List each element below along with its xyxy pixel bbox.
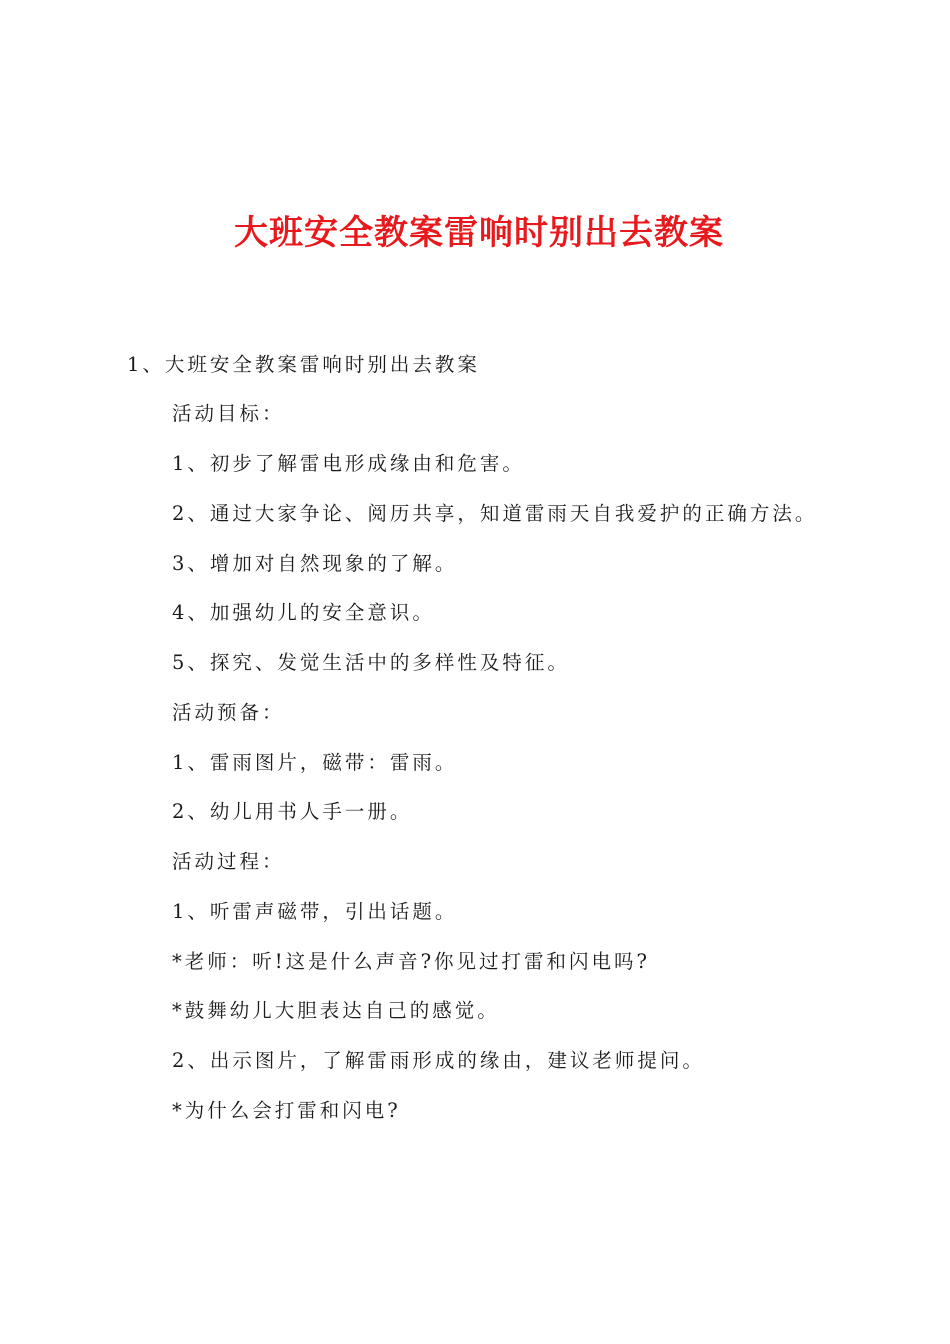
paragraph: 1、雷雨图片，磁带：雷雨。 <box>172 751 458 774</box>
paragraph: 5、探究、发觉生活中的多样性及特征。 <box>172 651 570 674</box>
section-heading: 1、大班安全教案雷响时别出去教案 <box>127 353 480 376</box>
paragraph: *鼓舞幼儿大胆表达自己的感觉。 <box>172 999 500 1022</box>
paragraph: 活动预备： <box>172 701 285 724</box>
paragraph: 1、初步了解雷电形成缘由和危害。 <box>172 452 525 475</box>
paragraph: 活动过程： <box>172 850 285 873</box>
paragraph: 3、增加对自然现象的了解。 <box>172 552 458 575</box>
paragraph: 2、通过大家争论、阅历共享，知道雷雨天自我爱护的正确方法。 <box>172 502 818 525</box>
paragraph: 4、加强幼儿的安全意识。 <box>172 601 435 624</box>
paragraph: 2、幼儿用书人手一册。 <box>172 800 413 823</box>
paragraph: *老师：听!这是什么声音?你见过打雷和闪电吗? <box>172 950 650 973</box>
paragraph: 1、听雷声磁带，引出话题。 <box>172 900 458 923</box>
paragraph: 活动目标： <box>172 402 285 425</box>
paragraph: *为什么会打雷和闪电? <box>172 1099 401 1122</box>
document-title: 大班安全教案雷响时别出去教案 <box>234 213 724 253</box>
paragraph: 2、出示图片，了解雷雨形成的缘由，建议老师提问。 <box>172 1049 705 1072</box>
